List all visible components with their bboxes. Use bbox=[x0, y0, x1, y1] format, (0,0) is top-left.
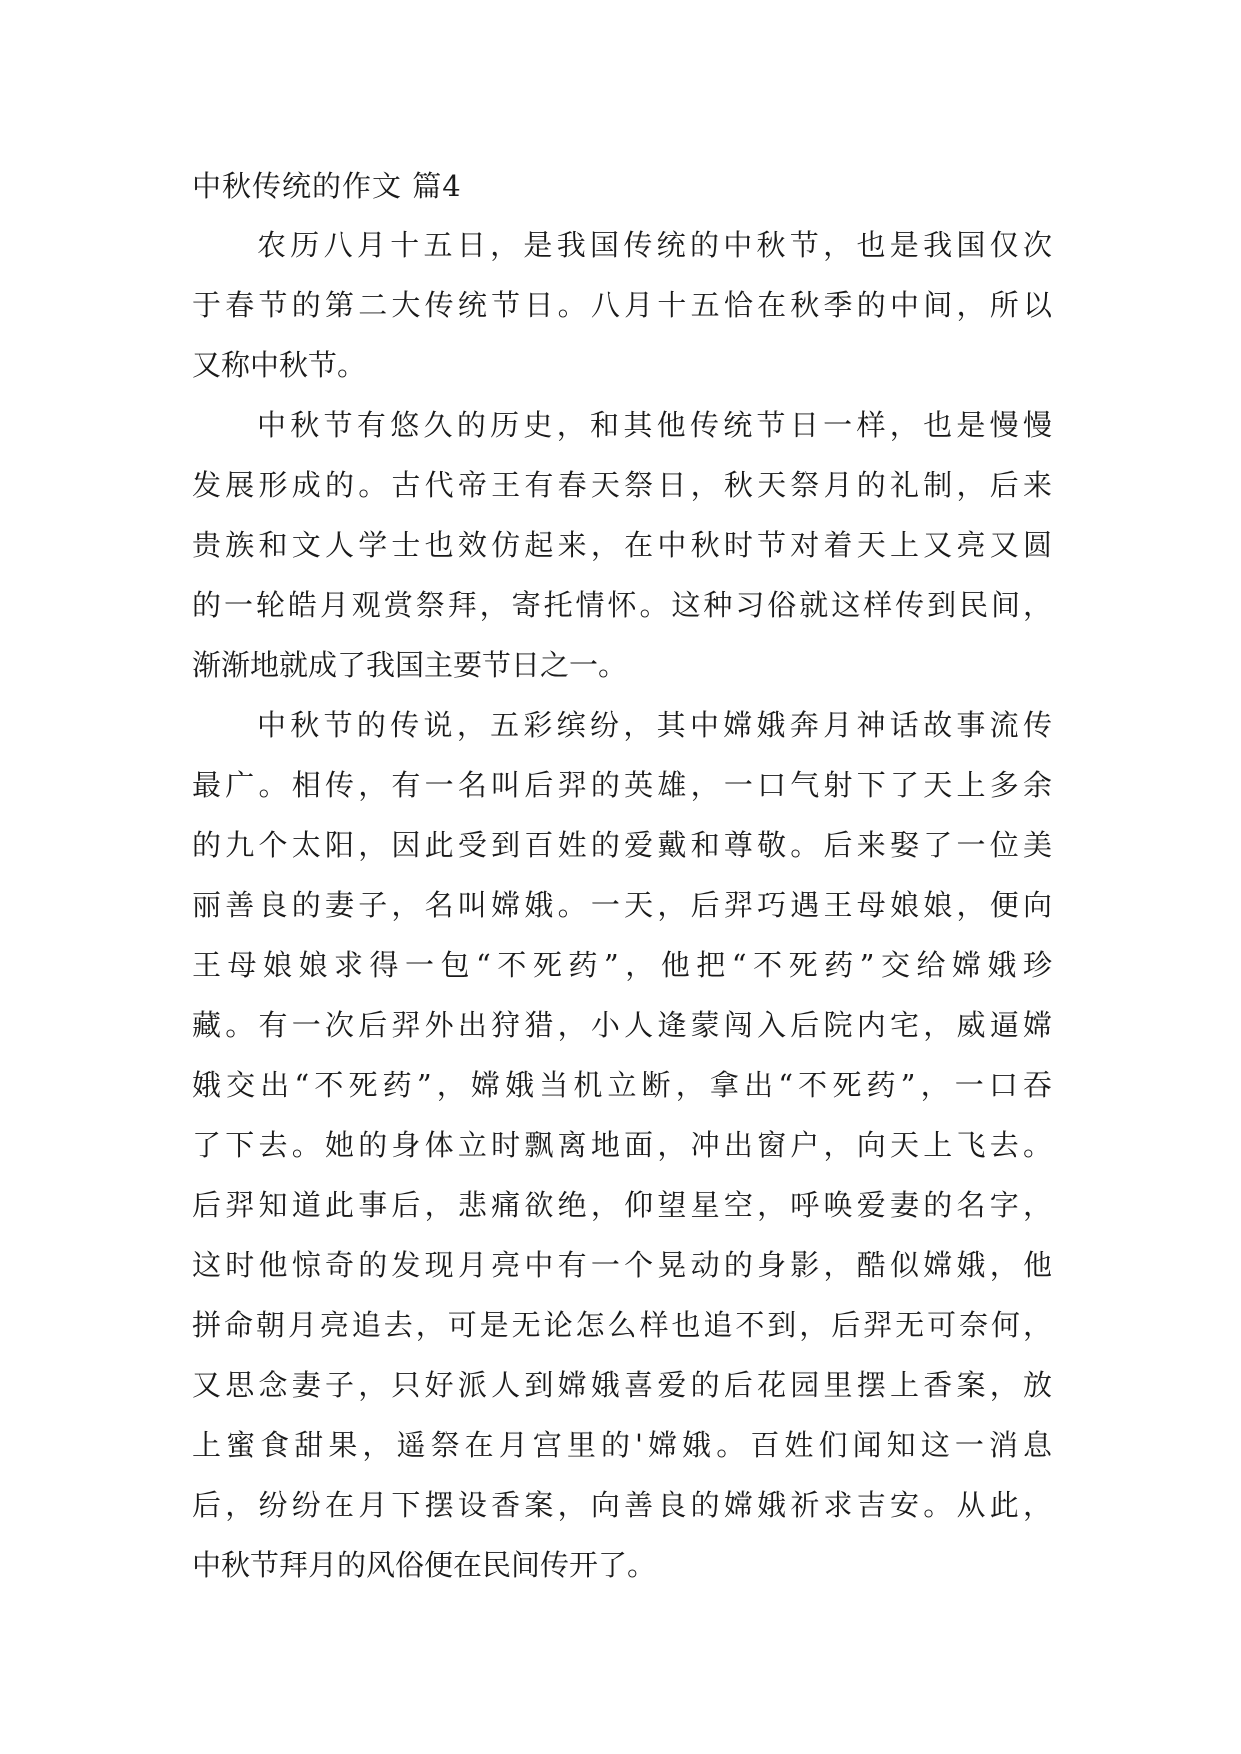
paragraph-line: 最广。相传，有一名叫后羿的英雄，一口气射下了天上多余 bbox=[192, 768, 1052, 802]
paragraph-line: 后，纷纷在月下摆设香案，向善良的嫦娥祈求吉安。从此， bbox=[192, 1488, 1052, 1522]
paragraph-line: 的九个太阳，因此受到百姓的爱戴和尊敬。后来娶了一位美 bbox=[192, 828, 1052, 862]
paragraph-line: 中秋节有悠久的历史，和其他传统节日一样，也是慢慢 bbox=[257, 408, 1052, 442]
paragraph-line: 农历八月十五日，是我国传统的中秋节，也是我国仅次 bbox=[257, 228, 1052, 262]
paragraph-line: 于春节的第二大传统节日。八月十五恰在秋季的中间，所以 bbox=[192, 288, 1052, 322]
paragraph-line: 的一轮皓月观赏祭拜，寄托情怀。这种习俗就这样传到民间， bbox=[192, 588, 1052, 622]
paragraph-line: 又称中秋节。 bbox=[192, 348, 367, 382]
document-title: 中秋传统的作文 篇4 bbox=[192, 169, 462, 203]
paragraph-line: 贵族和文人学士也效仿起来，在中秋时节对着天上又亮又圆 bbox=[192, 528, 1052, 562]
paragraph-line: 又思念妻子，只好派人到嫦娥喜爱的后花园里摆上香案，放 bbox=[192, 1368, 1052, 1402]
paragraph-line: 丽善良的妻子，名叫嫦娥。一天，后羿巧遇王母娘娘，便向 bbox=[192, 888, 1052, 922]
paragraph-line: 娥交出“不死药”，嫦娥当机立断，拿出“不死药”，一口吞 bbox=[192, 1068, 1052, 1102]
paragraph-line: 中秋节的传说，五彩缤纷，其中嫦娥奔月神话故事流传 bbox=[257, 708, 1052, 742]
paragraph-line: 藏。有一次后羿外出狩猎，小人逄蒙闯入后院内宅，威逼嫦 bbox=[192, 1008, 1052, 1042]
paragraph-line: 后羿知道此事后，悲痛欲绝，仰望星空，呼唤爱妻的名字， bbox=[192, 1188, 1052, 1222]
paragraph-line: 上蜜食甜果，遥祭在月宫里的'嫦娥。百姓们闻知这一消息 bbox=[192, 1428, 1052, 1462]
paragraph-line: 了下去。她的身体立时飘离地面，冲出窗户，向天上飞去。 bbox=[192, 1128, 1052, 1162]
paragraph-line: 渐渐地就成了我国主要节日之一。 bbox=[192, 648, 628, 682]
paragraph-line: 拼命朝月亮追去，可是无论怎么样也追不到，后羿无可奈何， bbox=[192, 1308, 1052, 1342]
paragraph-line: 中秋节拜月的风俗便在民间传开了。 bbox=[192, 1548, 657, 1582]
paragraph-line: 王母娘娘求得一包“不死药”，他把“不死药”交给嫦娥珍 bbox=[192, 948, 1052, 982]
paragraph-line: 发展形成的。古代帝王有春天祭日，秋天祭月的礼制，后来 bbox=[192, 468, 1052, 502]
paragraph-line: 这时他惊奇的发现月亮中有一个晃动的身影，酷似嫦娥，他 bbox=[192, 1248, 1052, 1282]
